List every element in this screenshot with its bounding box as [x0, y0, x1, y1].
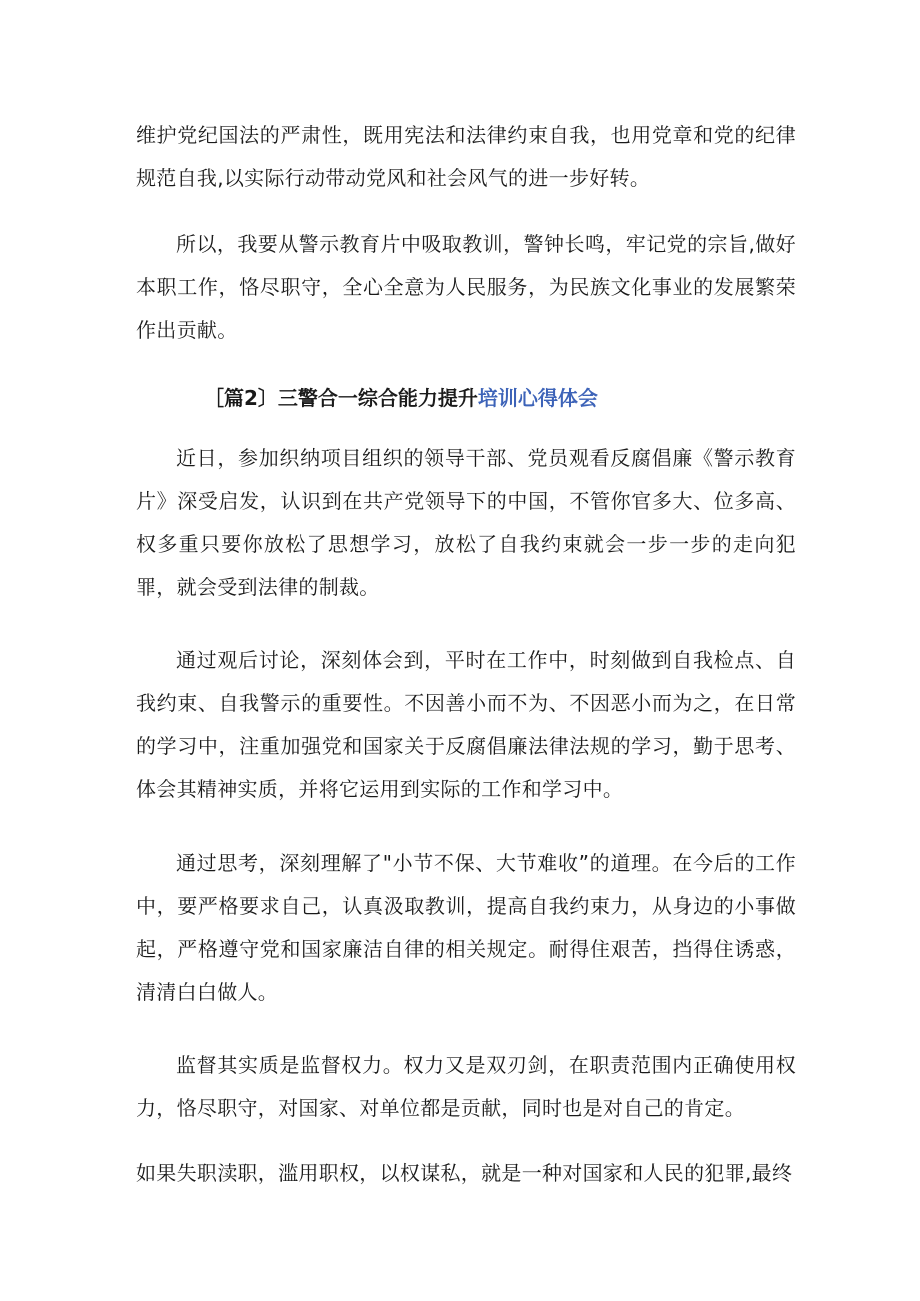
paragraph-7: 如果失职渎职，滥用职权，以权谋私，就是一种对国家和人民的犯罪,最终 — [136, 1161, 793, 1185]
paragraph-4: 通过观后讨论，深刻体会到，平时在工作中，时刻做到自我检点、自我约束、自我警示的重要性。不因善小而不为、不因恶小而为之，在日常的学习中，注重加强党和国家关于反腐倡廉法律法规的学习，勤于思考、体会其精神实质，并将它运用到实际的工作和学习中。 — [136, 648, 796, 801]
heading-accent: 培训心得体会 — [477, 386, 598, 410]
paragraph-5: 通过思考，深刻理解了"小节不保、大节难收”的道理。在今后的工作中，要严格要求自己，认真汲取教训，提高自我约束力，从身边的小事做起，严格遵守党和国家廉洁自律的相关规定。耐得住艰苦，挡得住诱惑，清清白白做人。 — [136, 851, 796, 1004]
section-heading — [204, 378, 598, 418]
heading-main: ［篇2〕三警合一综合能力提升 — [204, 386, 478, 410]
paragraph-2: 所以，我要从警示教育片中吸取教训，警钟长鸣，牢记党的宗旨,做好本职工作，恪尽职守，全心全意为人民服务，为民族文化事业的发展繁荣作出贡献。 — [136, 232, 796, 342]
paragraph-1: 维护党纪国法的严肃性，既用宪法和法律约束自我，也用党章和党的纪律规范自我,以实际行动带动党风和社会风气的进一步好转。 — [136, 123, 796, 190]
paragraph-6: 监督其实质是监督权力。权力又是双刃剑，在职责范围内正确使用权力，恪尽职守，对国家、对单位都是贡献，同时也是对自己的肯定。 — [136, 1053, 796, 1120]
paragraph-3: 近日，参加织纳项目组织的领导干部、党员观看反腐倡廉《警示教育片》深受启发，认识到在共产党领导下的中国，不管你官多大、位多高、权多重只要你放松了思想学习，放松了自我约束就会一步一步的走向犯罪，就会受到法律的制裁。 — [136, 446, 796, 599]
